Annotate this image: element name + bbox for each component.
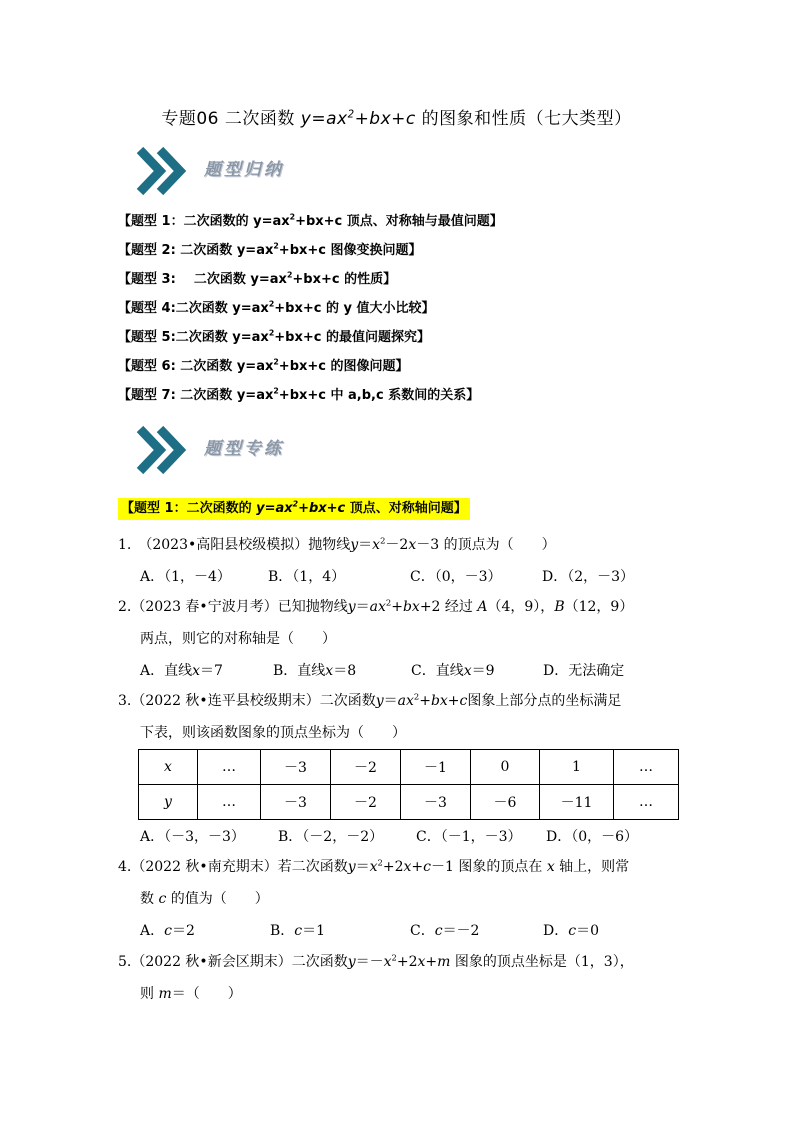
option-text: B．直线 — [273, 663, 326, 679]
type-list — [118, 207, 718, 410]
option-text: D． — [543, 923, 569, 939]
table-cell: －11 — [540, 785, 614, 820]
math-var: c — [294, 923, 303, 939]
type-sup: 2 — [273, 386, 279, 396]
option-d[interactable] — [543, 915, 599, 947]
type-sup: 2 — [268, 299, 275, 309]
type-list-item — [118, 207, 718, 236]
point-coord: （12，9） — [564, 599, 634, 615]
math-var: +bx+c — [419, 693, 468, 709]
question-stem-continued: 两点，则它的对称轴是（ ） — [140, 631, 336, 647]
question-number: 1. — [118, 537, 132, 553]
option-text: A． — [140, 923, 165, 939]
section-header-practice — [134, 425, 334, 475]
options-row — [118, 655, 698, 687]
option-text: ＝7 — [200, 663, 223, 679]
question-stem-continued — [118, 978, 698, 1010]
type-list-item — [118, 265, 718, 294]
option-text: D．无法确定 — [543, 663, 625, 679]
math-op: ＝ — [358, 537, 373, 553]
table-row-x — [139, 750, 679, 785]
question-text: 2.（2023 春•宁波月考）已知抛物线 — [118, 599, 348, 615]
option-text: ＝9 — [471, 663, 495, 679]
option-b[interactable]: B．（－2，－2） — [278, 829, 384, 845]
question-5 — [118, 946, 698, 1010]
table-cell: … — [198, 750, 261, 785]
math-op: －2 — [385, 537, 409, 553]
type-text: +bx+c 的图像问题】 — [278, 359, 409, 374]
type-text: +bx+c 的最值问题探究】 — [274, 330, 430, 345]
question-text: 图象的顶点坐标是（1，3）， — [454, 954, 634, 970]
math-var: +bx — [391, 599, 420, 615]
option-d[interactable]: D．（2，－3） — [542, 569, 635, 585]
type1-func-rest: +bx+c — [298, 501, 346, 516]
title-func-base: y=ax — [300, 109, 348, 129]
math-var: ax — [397, 693, 414, 709]
math-op: +2 — [382, 859, 404, 875]
type-sup: 2 — [289, 212, 296, 222]
question-stem — [118, 529, 698, 561]
point-coord: （4，9）， — [487, 599, 555, 615]
math-var: x — [192, 663, 201, 679]
type1-heading-text: 顶点、对称轴问题】 — [345, 501, 467, 516]
option-c[interactable] — [411, 655, 543, 687]
question-text: －1 图象的顶点在 — [431, 859, 543, 875]
type-list-item — [118, 352, 718, 381]
math-var: y — [347, 859, 356, 875]
type-text: +bx+c 的性质】 — [292, 272, 397, 287]
option-a[interactable]: A．（－3，－3） — [140, 829, 245, 845]
question-3 — [118, 685, 698, 749]
math-var: c — [423, 859, 431, 875]
option-text: A．直线 — [140, 663, 193, 679]
math-var: c — [434, 923, 443, 939]
double-chevron-icon — [134, 146, 194, 196]
table-cell: 0 — [471, 750, 540, 785]
option-text: ＝2 — [171, 923, 195, 939]
math-var: x — [408, 537, 417, 553]
type-text: +bx+c 顶点、对称轴与最值问题】 — [295, 214, 503, 229]
section-label-summary: 题型归纳 — [204, 160, 284, 180]
question-text: +2 经过 — [419, 599, 473, 615]
question-text: 数 — [140, 891, 154, 907]
type1-heading-text: 【题型 1：二次函数的 — [121, 501, 257, 516]
option-d[interactable]: D．（0，－6） — [546, 829, 639, 845]
math-var: c — [158, 891, 167, 907]
type-text: +bx+c 的 y 值大小比较】 — [274, 301, 435, 316]
options-row — [118, 915, 698, 947]
question-2 — [118, 591, 698, 687]
question-stem — [118, 946, 698, 978]
math-op: +2 — [396, 954, 418, 970]
math-var: y — [350, 537, 359, 553]
math-var: x — [463, 663, 472, 679]
table-cell: －2 — [331, 750, 401, 785]
option-a[interactable]: A．（1，－4） — [140, 569, 231, 585]
type-text: 【题型 1：二次函数的 y=ax — [118, 214, 290, 229]
math-sup: 2 — [413, 691, 420, 702]
table-cell: －3 — [401, 785, 471, 820]
title-suffix: 的图象和性质（七大类型） — [415, 109, 632, 129]
option-b[interactable] — [270, 915, 410, 947]
question-text: －3 的顶点为（ ） — [416, 537, 556, 553]
table-row-y — [139, 785, 679, 820]
table-cell: 1 — [540, 750, 614, 785]
math-sup: 2 — [391, 952, 397, 963]
math-var: m — [158, 986, 172, 1002]
type-text: +bx+c 中 a,b,c 系数间的关系】 — [278, 388, 480, 403]
math-var: x — [383, 954, 392, 970]
math-var: x — [546, 859, 555, 875]
option-text: C．直线 — [411, 663, 464, 679]
math-var: x — [369, 859, 378, 875]
math-var: x — [372, 537, 381, 553]
type-sup: 2 — [268, 328, 275, 338]
section-label-practice: 题型专练 — [204, 439, 284, 459]
table-cell: －3 — [261, 750, 331, 785]
type1-func-sup: 2 — [292, 499, 299, 509]
point-label: B — [554, 599, 565, 615]
option-text: ＝0 — [576, 923, 599, 939]
type-list-item — [118, 294, 718, 323]
math-sup: 2 — [377, 857, 383, 868]
type-list-item — [118, 236, 718, 265]
type-text: 【题型 2: 二次函数 y=ax — [118, 243, 274, 258]
table-cell: －3 — [261, 785, 331, 820]
question-1 — [118, 529, 698, 593]
math-var: y — [347, 954, 356, 970]
question-text: ＝（ ） — [171, 986, 242, 1002]
table-cell: －1 — [401, 750, 471, 785]
type1-heading — [118, 498, 470, 520]
table-cell: x — [139, 750, 198, 785]
math-var: c — [164, 923, 172, 939]
math-op: ＝ — [355, 599, 370, 615]
point-label: A — [477, 599, 488, 615]
type-list-item — [118, 323, 718, 352]
question-4 — [118, 851, 698, 947]
table-cell: … — [198, 785, 261, 820]
options-row — [118, 821, 698, 853]
math-var: m — [437, 954, 451, 970]
math-var: y — [375, 693, 384, 709]
math-sup: 2 — [385, 597, 392, 608]
option-text: B． — [270, 923, 295, 939]
type-text: 【题型 6: 二次函数 y=ax — [118, 359, 274, 374]
option-b[interactable]: B．（1，4） — [268, 569, 346, 585]
question-stem-continued — [118, 883, 698, 915]
option-c[interactable]: C．（－1，－3） — [416, 829, 522, 845]
option-text: C． — [410, 923, 435, 939]
title-prefix: 专题06 二次函数 — [161, 109, 301, 129]
type-text: 【题型 7: 二次函数 y=ax — [118, 388, 274, 403]
double-chevron-icon — [134, 425, 194, 475]
title-func-sup: 2 — [347, 109, 355, 121]
option-d[interactable] — [543, 655, 624, 687]
question-stem — [118, 591, 698, 623]
page-title — [0, 104, 793, 129]
option-b[interactable] — [273, 655, 411, 687]
table-cell: … — [614, 750, 679, 785]
option-text: ＝－2 — [442, 923, 480, 939]
math-var: x — [403, 859, 412, 875]
question-text: 的值为（ ） — [170, 891, 269, 907]
type-sup: 2 — [273, 241, 279, 251]
type-text: 【题型 3: 二次函数 y=ax — [118, 272, 287, 287]
option-text: ＝8 — [333, 663, 357, 679]
type-sup: 2 — [273, 357, 279, 367]
question-stem-continued: 下表，则该函数图象的顶点坐标为（ ） — [140, 725, 406, 741]
math-op: + — [425, 954, 438, 970]
math-var: x — [417, 954, 426, 970]
section-header-summary — [134, 146, 334, 196]
question-stem — [118, 851, 698, 883]
option-a[interactable] — [140, 655, 273, 687]
question-text: 则 — [140, 986, 154, 1002]
type-text: 【题型 4:二次函数 y=ax — [118, 301, 269, 316]
option-a[interactable] — [140, 915, 270, 947]
title-function — [301, 109, 416, 129]
math-op: + — [411, 859, 424, 875]
table-cell: y — [139, 785, 198, 820]
options-row — [118, 561, 698, 593]
option-c[interactable]: C．（0，－3） — [410, 569, 502, 585]
question-text: 4.（2022 秋•南充期末）若二次函数 — [118, 859, 348, 875]
type-text: 【题型 5:二次函数 y=ax — [118, 330, 269, 345]
question-text: 5.（2022 秋•新会区期末）二次函数 — [118, 954, 348, 970]
question-text: 3.（2022 秋•连平县校级期末）二次函数 — [118, 693, 376, 709]
math-var: x — [325, 663, 334, 679]
type1-func-base: y=ax — [256, 501, 293, 516]
math-sup: 2 — [380, 535, 386, 546]
type-text: +bx+c 图像变换问题】 — [278, 243, 422, 258]
type-list-item — [118, 381, 718, 410]
option-c[interactable] — [410, 915, 543, 947]
type-sup: 2 — [286, 270, 293, 280]
math-var: ax — [369, 599, 386, 615]
value-table — [138, 749, 679, 820]
question-text: （2023•高阳县校级模拟）抛物线 — [145, 537, 351, 553]
math-var: c — [568, 923, 577, 939]
math-op: ＝ — [383, 693, 398, 709]
table-cell: … — [614, 785, 679, 820]
math-op: ＝ — [355, 859, 370, 875]
math-var: y — [347, 599, 356, 615]
option-text: ＝1 — [302, 923, 326, 939]
question-text: 图象上部分点的坐标满足 — [467, 693, 622, 709]
table-cell: －2 — [331, 785, 401, 820]
type1-heading-function — [256, 501, 345, 516]
question-3-options — [118, 821, 698, 853]
math-op: ＝－ — [355, 954, 384, 970]
question-stem — [118, 685, 698, 717]
title-func-rest: +bx+c — [354, 109, 416, 129]
question-text: 轴上，则常 — [559, 859, 630, 875]
table-cell: －6 — [471, 785, 540, 820]
